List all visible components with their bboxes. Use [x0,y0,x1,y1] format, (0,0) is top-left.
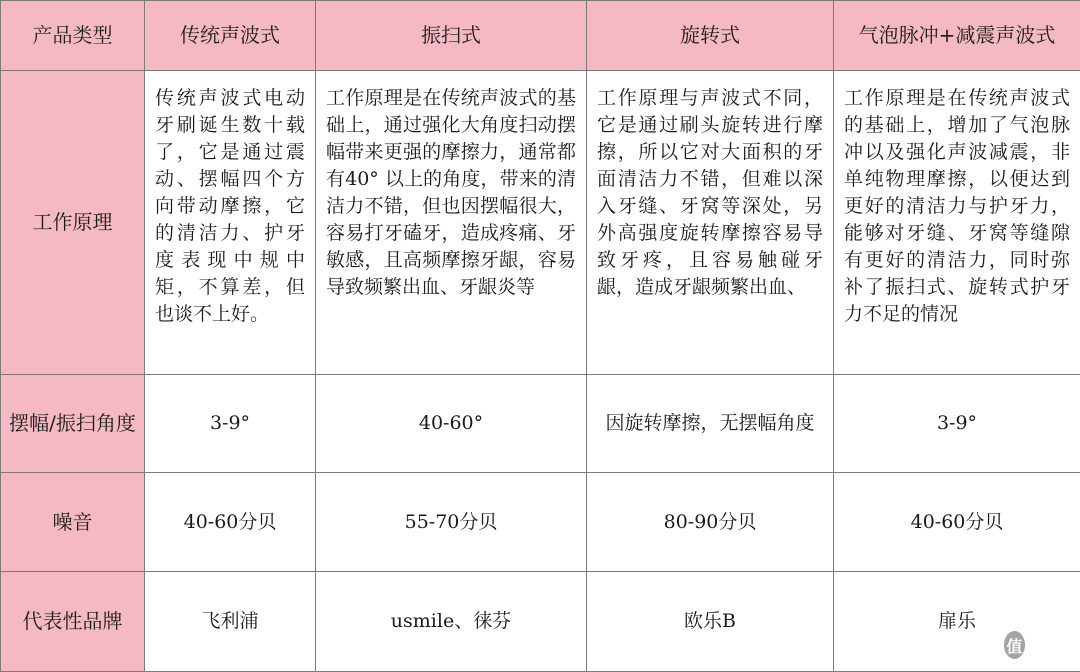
watermark-logo-icon: 值 [1004,631,1025,659]
header-traditional-sonic: 传统声波式 [145,1,316,71]
cell-noise-traditional: 40-60分贝 [145,473,316,572]
cell-noise-sweep: 55-70分贝 [316,473,587,572]
cell-noise-rotary: 80-90分贝 [587,473,834,572]
cell-principle-rotary: 工作原理与声波式不同，它是通过刷头旋转进行摩擦，所以它对大面积的牙面清洁力不错，但难以深入牙缝、牙窝等深处，另外高强度旋转摩擦容易导致牙疼，且容易触碰牙龈，造成牙龈频繁出血、 [587,71,834,375]
row-principle [1,71,1080,375]
cell-brand-rotary: 欧乐B [587,572,834,672]
watermark-text: 什么值得买 [1029,629,1070,661]
cell-amplitude-bubble: 3-9° [834,375,1080,473]
header-sweep: 振扫式 [316,1,587,71]
row-noise [1,473,1080,572]
row-brand [1,572,1080,672]
row-label-principle: 工作原理 [1,71,145,375]
cell-principle-traditional: 传统声波式电动牙刷诞生数十载了，它是通过震动、摆幅四个方向带动摩擦，它的清洁力、护牙度表现中规中矩，不算差，但也谈不上好。 [145,71,316,375]
cell-brand-traditional: 飞利浦 [145,572,316,672]
row-amplitude [1,375,1080,473]
cell-noise-bubble: 40-60分贝 [834,473,1080,572]
row-label-noise: 噪音 [1,473,145,572]
header-rotary: 旋转式 [587,1,834,71]
row-label-brand: 代表性品牌 [1,572,145,672]
row-label-amplitude: 摆幅/振扫角度 [1,375,145,473]
cell-brand-sweep: usmile、徕芬 [316,572,587,672]
header-row [1,1,1080,71]
cell-principle-sweep: 工作原理是在传统声波式的基础上，通过强化大角度扫动摆幅带来更强的摩擦力，通常都有40° 以上的角度，带来的清洁力不错，但也因摆幅很大，容易打牙磕牙，造成疼痛、牙敏感，且高频摩擦牙龈，容易导致频繁出血、牙龈炎等 [316,71,587,375]
cell-brand-bubble: 扉乐 [834,572,1080,672]
cell-amplitude-sweep: 40-60° [316,375,587,473]
cell-amplitude-rotary: 因旋转摩擦，无摆幅角度 [587,375,834,473]
cell-amplitude-traditional: 3-9° [145,375,316,473]
header-product-type: 产品类型 [1,1,145,71]
cell-principle-bubble: 工作原理是在传统声波式的基础上，增加了气泡脉冲以及强化声波减震，非单纯物理摩擦，以便达到更好的清洁力与护牙力，能够对牙缝、牙窝等缝隙有更好的清洁力，同时弥补了振扫式、旋转式护牙力不足的情况 [834,71,1080,375]
watermark [1004,625,1070,665]
header-bubble-pulse: 气泡脉冲+减震声波式 [834,1,1080,71]
